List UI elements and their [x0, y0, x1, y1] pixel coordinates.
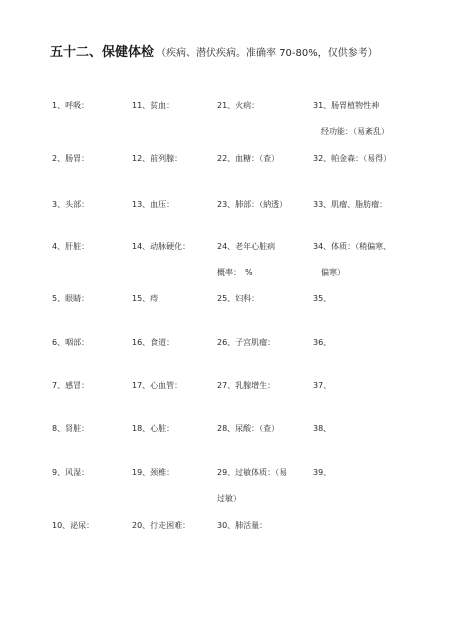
title-main: 五十二、保健体检	[50, 45, 155, 60]
item-37-label: 37、	[313, 381, 332, 390]
item-29-continuation: 过敏）	[217, 494, 241, 503]
item-17-label: 17、心血管：	[132, 381, 183, 390]
item-24-label: 24、老年心脏病	[217, 242, 276, 251]
item-14-label: 14、动脉硬化：	[132, 242, 191, 251]
item-36-label: 36、	[313, 338, 332, 347]
item-3-label: 3、头部：	[52, 200, 90, 209]
item-1-label: 1、呼吸：	[52, 101, 90, 110]
item-27-label: 27、乳腺增生：	[217, 381, 276, 390]
item-34-continuation: 偏寒）	[321, 268, 345, 277]
item-21-label: 21、火病：	[217, 101, 260, 110]
item-30-label: 30、肺活量：	[217, 521, 268, 530]
item-15-label: 15、痔	[132, 294, 159, 303]
item-26-label: 26、子宫肌瘤：	[217, 338, 276, 347]
item-22-label: 22、血糖：（查）	[217, 154, 280, 163]
item-24-continuation: 概率： %	[217, 268, 253, 277]
title-subtitle: （疾病、潜伏疾病。准确率 70-80%，仅供参考）	[156, 48, 378, 59]
item-28-label: 28、尿酸：（查）	[217, 424, 280, 433]
item-29-label: 29、过敏体质：（易	[217, 468, 288, 477]
item-8-label: 8、肾脏：	[52, 424, 90, 433]
item-4-label: 4、肝脏：	[52, 242, 90, 251]
item-38-label: 38、	[313, 424, 332, 433]
item-12-label: 12、前列腺：	[132, 154, 183, 163]
item-10-label: 10、泌尿：	[52, 521, 95, 530]
item-16-label: 16、食道：	[132, 338, 175, 347]
page-title	[50, 42, 378, 63]
item-9-label: 9、风湿：	[52, 468, 90, 477]
item-35-label: 35、	[313, 294, 332, 303]
item-6-label: 6、咽部：	[52, 338, 90, 347]
item-34-label: 34、体质：（稍偏寒、	[313, 242, 392, 251]
item-31-label: 31、肠胃植物性神	[313, 101, 380, 110]
item-18-label: 18、心脏：	[132, 424, 175, 433]
item-2-label: 2、肠胃：	[52, 154, 90, 163]
item-33-label: 33、肌瘤、脂肪瘤：	[313, 200, 388, 209]
item-32-label: 32、帕金森：（易得）	[313, 154, 392, 163]
item-5-label: 5、眼睛：	[52, 294, 90, 303]
item-23-label: 23、肺部：（納透）	[217, 200, 288, 209]
item-25-label: 25、妇科：	[217, 294, 260, 303]
item-39-label: 39、	[313, 468, 332, 477]
item-20-label: 20、行走困难：	[132, 521, 191, 530]
item-13-label: 13、血压：	[132, 200, 175, 209]
item-11-label: 11、贫血：	[132, 101, 175, 110]
item-19-label: 19、颈椎：	[132, 468, 175, 477]
item-7-label: 7、感冒：	[52, 381, 90, 390]
item-31-continuation: 经功能：（易紊乱）	[321, 127, 389, 136]
